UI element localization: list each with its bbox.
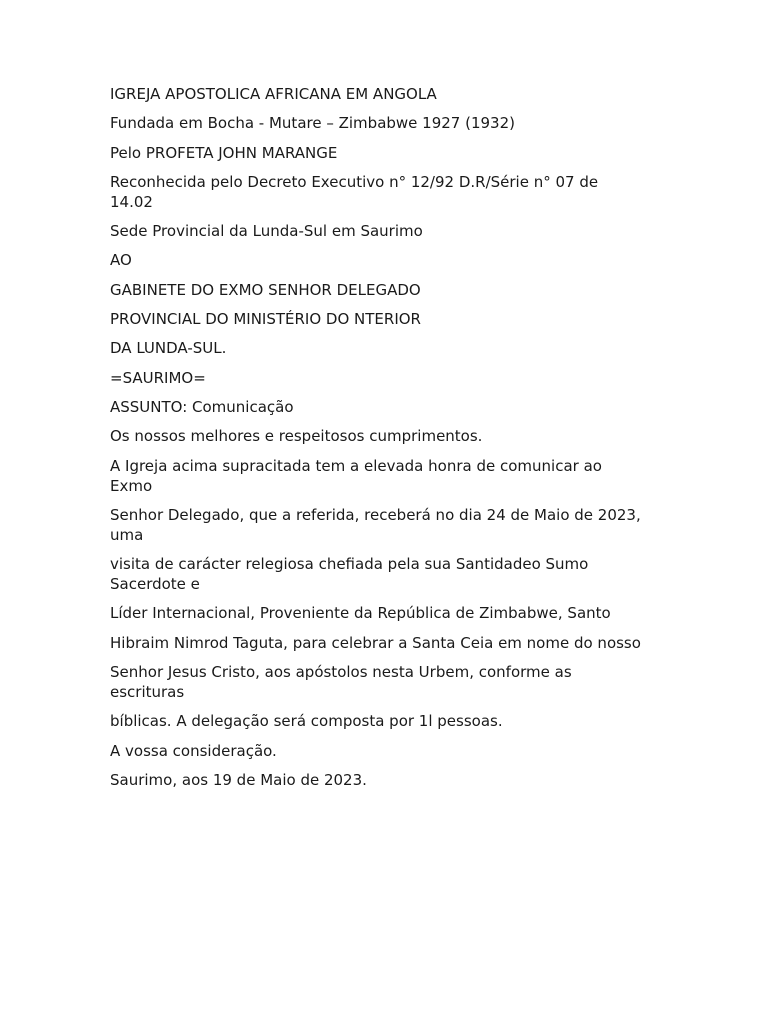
letterhead-seat: Sede Provincial da Lunda-Sul em Saurimo bbox=[110, 222, 423, 241]
recipient-line-1: GABINETE DO EXMO SENHOR DELEGADO bbox=[110, 280, 421, 299]
place-and-date: Saurimo, aos 19 de Maio de 2023. bbox=[110, 770, 367, 789]
body-line-3: visita de carácter relegiosa chefiada pela sua Santidadeo Sumo Sacerdote e bbox=[110, 555, 589, 594]
body-line-4: Líder Internacional, Proveniente da República de Zimbabwe, Santo bbox=[110, 604, 611, 623]
body-line-5: Hibraim Nimrod Taguta, para celebrar a Santa Ceia em nome do nosso bbox=[110, 633, 641, 652]
letter-body bbox=[110, 84, 670, 799]
letterhead-decree: Reconhecida pelo Decreto Executivo n° 12/92 D.R/Série n° 07 de 14.02 bbox=[110, 172, 599, 211]
body-line-1: A Igreja acima supracitada tem a elevada honra de comunicar ao Exmo bbox=[110, 456, 602, 495]
body-line-7: bíblicas. A delegação será composta por 1l pessoas. bbox=[110, 712, 503, 731]
letterhead-founded: Fundada em Bocha - Mutare – Zimbabwe 1927 (1932) bbox=[110, 114, 515, 133]
letterhead-church-name: IGREJA APOSTOLICA AFRICANA EM ANGOLA bbox=[110, 85, 437, 103]
recipient-line-2: PROVINCIAL DO MINISTÉRIO DO NTERIOR bbox=[110, 310, 421, 329]
body-line-6: Senhor Jesus Cristo, aos apóstolos nesta Urbem, conforme as escrituras bbox=[110, 663, 572, 702]
recipient-line-3: DA LUNDA-SUL. bbox=[110, 339, 227, 358]
greeting: Os nossos melhores e respeitosos cumprimentos. bbox=[110, 427, 483, 446]
recipient-to: AO bbox=[110, 251, 132, 270]
subject-line: ASSUNTO: Comunicação bbox=[110, 397, 294, 416]
closing: A vossa consideração. bbox=[110, 741, 277, 760]
recipient-city: =SAURIMO= bbox=[110, 368, 206, 387]
body-line-2: Senhor Delegado, que a referida, receberá no dia 24 de Maio de 2023, uma bbox=[110, 505, 641, 544]
letterhead-prophet: Pelo PROFETA JOHN MARANGE bbox=[110, 143, 338, 162]
